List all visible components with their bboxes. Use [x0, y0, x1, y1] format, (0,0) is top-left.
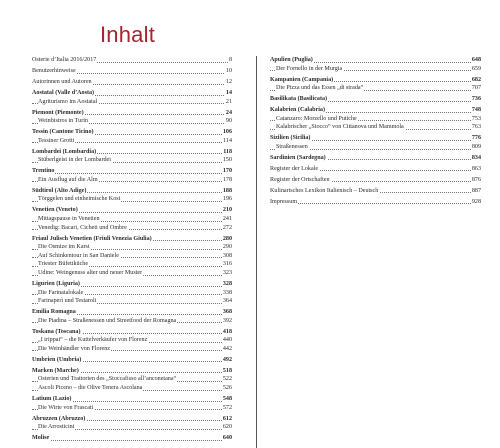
toc-page-number: 21 — [225, 98, 232, 105]
toc-subentry — [32, 269, 232, 278]
toc-subentry — [32, 289, 232, 298]
toc-subentry — [32, 345, 232, 354]
toc-entry-label: Straßenessen — [276, 143, 308, 150]
toc-page-number: 492 — [222, 356, 232, 363]
toc-entry — [270, 56, 481, 65]
toc-page-number: 753 — [471, 115, 481, 122]
toc-subentry — [270, 84, 481, 93]
toc-subentry — [32, 98, 232, 107]
toc-page-number: 876 — [471, 176, 481, 183]
toc-page-number: 90 — [225, 118, 232, 125]
toc-entry-label: Udine: Weingenuss alter und neuer Muster — [38, 269, 143, 276]
toc-entry-label: Die Wirte von Frascati — [38, 404, 94, 411]
toc-page-number: 620 — [222, 424, 232, 431]
toc-entry-label: Trentino — [32, 168, 55, 175]
toc-entry — [270, 165, 481, 174]
toc-subentry — [32, 404, 232, 413]
toc-page-number: 12 — [225, 78, 232, 85]
toc-left-column — [32, 56, 232, 443]
toc-entry-label: Venedig: Bacari, Cicheti und Ombre — [38, 224, 127, 231]
toc-entry — [32, 415, 232, 424]
toc-page-number: 572 — [222, 404, 232, 411]
toc-entry — [32, 280, 232, 289]
toc-entry-label: Autorinnen und Autoren — [32, 78, 92, 85]
toc-page-number: 328 — [222, 280, 232, 287]
toc-page-number: 210 — [222, 207, 232, 214]
toc-entry-label: Kulinarisches Lexikon Italienisch – Deutsch — [270, 187, 379, 194]
toc-entry-label: Törggelen und einheimische Kost — [38, 196, 121, 203]
toc-entry-label: Ligurien (Liguria) — [32, 280, 80, 287]
toc-page-number: 763 — [471, 124, 481, 131]
toc-entry-label: Apulien (Puglia) — [270, 57, 313, 63]
toc-page-number: 648 — [471, 57, 481, 63]
toc-entry-label: Benutzerhinweise — [32, 67, 76, 74]
toc-page-number: 707 — [471, 85, 481, 92]
toc-subentry — [32, 137, 232, 146]
toc-entry-label: Abruzzen (Abruzzo) — [32, 415, 86, 422]
toc-page-number: 241 — [222, 216, 232, 223]
toc-entry-label: Aostatal (Valle d’Aosta) — [32, 89, 95, 96]
toc-page-number: 526 — [222, 385, 232, 392]
toc-page-number: 809 — [471, 143, 481, 150]
toc-subentry — [32, 384, 232, 393]
toc-subentry — [270, 115, 481, 124]
toc-page-number: 24 — [225, 109, 232, 116]
toc-page-number: 290 — [222, 244, 232, 251]
toc-entry-label: Ein Ausflug auf die Alm — [38, 176, 98, 183]
toc-entry-label: Südtirol (Alto Adige) — [32, 187, 87, 194]
toc-entry-label: Farinaperì und Testaroli — [38, 298, 97, 305]
toc-subentry — [32, 375, 232, 384]
toc-page-number: 196 — [222, 196, 232, 203]
toc-subentry — [32, 215, 232, 224]
toc-subentry — [32, 297, 232, 306]
toc-subentry — [32, 224, 232, 233]
toc-entry-label: Stüberlgeist in der Lombardei — [38, 157, 111, 164]
toc-entry — [32, 148, 232, 157]
toc-page-number: 114 — [223, 137, 232, 144]
toc-entry-label: Register der Lokale — [270, 165, 319, 172]
toc-page-number: 834 — [471, 154, 481, 161]
toc-subentry — [32, 260, 232, 269]
toc-entry-label: Emilia Romagna — [32, 309, 76, 316]
toc-entry-label: Impressum — [270, 198, 298, 205]
toc-subentry — [32, 117, 232, 126]
toc-entry-label: Die Osmize im Karst — [38, 244, 90, 251]
toc-page-number: 518 — [222, 367, 232, 374]
toc-subentry — [270, 65, 481, 74]
toc-entry — [32, 367, 232, 376]
toc-entry-label: Kalabrischer „Stocco“ von Cittanova und Mammola — [276, 124, 404, 131]
toc-page-number: 776 — [471, 135, 481, 142]
toc-page-number: 368 — [222, 309, 232, 316]
toc-entry — [32, 167, 232, 176]
toc-entry-label: Die Pizza und das Essen „di strada“ — [276, 85, 364, 92]
toc-entry-label: Toskana (Toscana) — [32, 328, 81, 335]
toc-entry — [32, 187, 232, 196]
toc-entry-label: Triester Büfettküche — [38, 261, 89, 268]
toc-subentry — [32, 176, 232, 185]
toc-entry — [32, 206, 232, 215]
toc-entry — [270, 176, 481, 185]
toc-page-number: 272 — [222, 224, 232, 231]
toc-entry-label: Piemont (Piemonte) — [32, 109, 84, 116]
toc-entry — [270, 95, 481, 104]
toc-page-number: 188 — [222, 187, 232, 194]
toc-entry — [32, 434, 232, 443]
toc-subentry — [32, 252, 232, 261]
toc-entry-label: Friaul Julisch Venetien (Friuli Venezia Giulia) — [32, 235, 152, 242]
toc-entry — [32, 67, 232, 76]
toc-entry-label: Kampanien (Campania) — [270, 76, 334, 83]
toc-page-number: 106 — [222, 129, 232, 136]
toc-page-number: 863 — [471, 165, 481, 172]
toc-entry-label: Die Weinhändler von Florenz — [38, 345, 110, 352]
toc-page-number: 308 — [222, 252, 232, 259]
toc-entry — [32, 328, 232, 337]
toc-page-number: 682 — [471, 76, 481, 83]
toc-page-number: 640 — [222, 435, 232, 442]
toc-entry — [32, 128, 232, 137]
toc-entry-label: Ascoli Piceno – die Olive Tenera Ascolana — [38, 385, 143, 392]
toc-entry — [270, 134, 481, 143]
toc-entry-label: Osterie d’Italia 2016/2017 — [32, 57, 97, 63]
toc-page-number: 612 — [222, 415, 232, 422]
toc-entry-label: Basilikata (Basilicata) — [270, 96, 328, 103]
toc-entry-label: Die Farinatalokale — [38, 289, 84, 296]
toc-entry-label: Agriturismo im Aostatal — [38, 98, 98, 105]
toc-entry-label: Venetien (Veneto) — [32, 207, 78, 214]
toc-page-number: 323 — [222, 269, 232, 276]
toc-entry-label: Latium (Lazio) — [32, 396, 72, 403]
toc-page-number: 118 — [223, 148, 232, 155]
toc-subentry — [270, 143, 481, 152]
toc-entry — [270, 198, 481, 207]
dot-leader — [32, 440, 232, 441]
toc-page-number: 178 — [222, 176, 232, 183]
toc-entry-label: Die Piadina – Straßenessen und Streetfood der Romagna — [38, 317, 177, 324]
toc-page-number: 522 — [222, 376, 232, 383]
toc-subentry — [32, 336, 232, 345]
toc-entry-label: Sizilien (Sicilia) — [270, 135, 311, 142]
toc-entry-label: Weinbistros in Turin — [38, 118, 88, 125]
toc-entry-label: Kalabrien (Calabria) — [270, 107, 326, 114]
toc-page-number: 928 — [471, 198, 481, 205]
toc-entry-label: Tessin (Cantone Ticino) — [32, 129, 94, 136]
toc-entry — [32, 78, 232, 87]
toc-entry — [32, 56, 232, 65]
toc-page-number: 338 — [222, 289, 232, 296]
toc-subentry — [32, 243, 232, 252]
toc-entry-label: Mittagspause in Venetien — [38, 216, 100, 223]
toc-entry — [32, 235, 232, 244]
toc-page-number: 150 — [222, 157, 232, 164]
toc-page-number: 280 — [222, 235, 232, 242]
toc-subentry — [32, 195, 232, 204]
toc-entry-label: Lombardei (Lombardia) — [32, 148, 97, 155]
toc-entry-label: „I trippai“ – die Kuttelverkäufer von Florenz — [38, 337, 148, 344]
toc-entry-label: Auf Schinkentour in San Daniele — [38, 252, 119, 259]
toc-entry-label: Sardinien (Sardegna) — [270, 154, 326, 161]
toc-entry-label: Umbrien (Umbria) — [32, 356, 82, 363]
toc-entry — [32, 356, 232, 365]
toc-page-number: 748 — [471, 107, 481, 114]
toc-entry-label: Marken (Marche) — [32, 367, 79, 374]
toc-entry-label: Osterien und Trattorien des „Stoccafisso all’anconetana“ — [38, 376, 177, 383]
page-title: Inhalt — [100, 22, 156, 47]
toc-page-number: 442 — [222, 345, 232, 352]
toc-entry — [270, 154, 481, 163]
toc-entry — [270, 106, 481, 115]
toc-page-number: 440 — [222, 337, 232, 344]
toc-page-number: 170 — [222, 168, 232, 175]
toc-page-number: 316 — [222, 261, 232, 268]
toc-page-number: 418 — [222, 328, 232, 335]
toc-page-number: 548 — [222, 396, 232, 403]
toc-page-number: 10 — [225, 67, 232, 74]
toc-entry-label: Die Arrosticini — [38, 424, 75, 431]
dot-leader — [32, 173, 232, 174]
toc-page-number: 8 — [228, 57, 232, 63]
toc-entry-label: Tessiner Grotti — [38, 137, 75, 144]
toc-page-number: 14 — [225, 89, 232, 96]
toc-subentry — [32, 156, 232, 165]
toc-entry — [270, 187, 481, 196]
toc-entry — [32, 109, 232, 118]
toc-subentry — [270, 123, 481, 132]
toc-entry-label: Der Fornello in der Murgia — [276, 65, 343, 72]
toc-entry — [32, 308, 232, 317]
toc-right-column — [270, 56, 481, 206]
toc-entry — [32, 89, 232, 98]
toc-entry — [270, 76, 481, 85]
toc-page-number: 659 — [471, 65, 481, 72]
toc-page-number: 364 — [222, 298, 232, 305]
toc-page-number: 887 — [471, 187, 481, 194]
toc-entry — [32, 395, 232, 404]
toc-entry-label: Molise — [32, 435, 50, 442]
toc-subentry — [32, 423, 232, 432]
toc-entry-label: Register der Ortschaften — [270, 176, 330, 183]
toc-subentry — [32, 317, 232, 326]
toc-page-number: 736 — [471, 96, 481, 103]
column-divider — [256, 56, 257, 448]
dot-leader — [270, 203, 481, 204]
toc-page-number: 392 — [222, 317, 232, 324]
toc-entry-label: Catanzaro: Morzello und Putiche — [276, 115, 357, 122]
